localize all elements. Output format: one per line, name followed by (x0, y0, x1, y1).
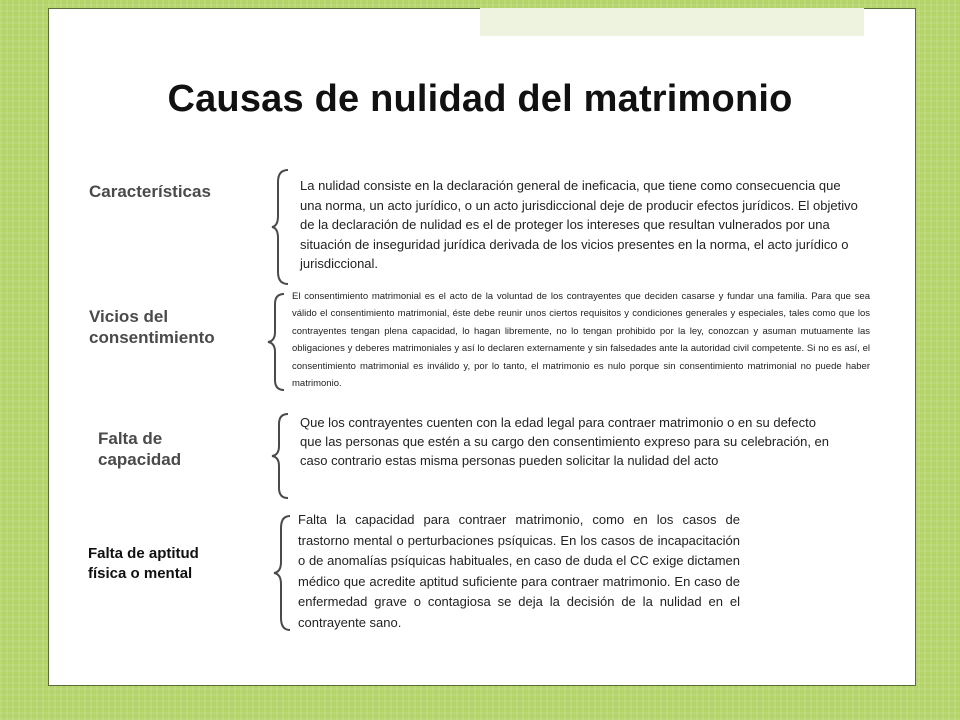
brace-icon (266, 292, 286, 392)
header-accent-bar (480, 8, 864, 36)
slide-title: Causas de nulidad del matrimonio (167, 78, 793, 120)
label-line: física o mental (88, 565, 193, 582)
falta-aptitud-text: Falta la capacidad para contraer matrimonio, como en los casos de trastorno mental o perturbaciones psíquicas. En los casos de incapacitación o de anomalías psíquicas habituales, en caso de duda el CC exige dictamen médico que acredite aptitud suficiente para contraer matrimonio. En caso de enfermedad grave o contagiosa se deja la decisión de la nulidad en el contrayente sano. (298, 512, 740, 630)
brace-icon (272, 514, 292, 632)
brace-icon (270, 412, 290, 500)
label-line: Falta de aptitud (88, 545, 199, 562)
caracteristicas-text: La nulidad consiste en la declaración general de ineficacia, que tiene como consecuencia que una norma, un acto jurídico, o un acto jurisdiccional deje de producir efectos jurídicos. El objetivo de la declaración de nulidad es el de proteger los intereses que resultan vulnerados por una situación de inseguridad jurídica derivada de los vicios presentes en la norma, el acto jurídico o jurisdiccional. (300, 178, 858, 271)
label-vicios-consentimiento (89, 306, 215, 348)
falta-capacidad-text: Que los contrayentes cuenten con la edad legal para contraer matrimonio o en su defecto que las personas que estén a su cargo den consentimiento expreso para su celebración, en caso contrario estas misma personas pueden solicitar la nulidad del acto (300, 415, 830, 468)
label-line: capacidad (98, 450, 182, 469)
vicios-consentimiento-text: El consentimiento matrimonial es el acto de la voluntad de los contrayentes que deciden casarse y fundar una familia. Para que sea válido el consentimiento matrimonial, éste debe reunir unos ciertos requisitos y condiciones generales y especiales, tales como que los contrayentes tengan plena capacidad, lo hagan libremente, no lo tengan prohibido por la ley, conozcan y asuman mutuamente las obligaciones y deberes matrimoniales y así lo declaren externamente y sin falsedades ante la autoridad civil competente. Si no es así, el consentimiento matrimonial es inválido y, por lo tanto, el matrimonio es nulo porque sin consentimiento matrimonial no puede haber matrimonio. (292, 291, 870, 390)
label-falta-aptitud (88, 544, 199, 584)
label-line: Vicios del (89, 307, 169, 326)
label-caracteristicas: Características (89, 182, 211, 201)
brace-icon (270, 168, 290, 286)
label-falta-capacidad (98, 428, 181, 470)
label-line: Falta de (98, 429, 163, 448)
label-line: consentimiento (89, 328, 215, 347)
